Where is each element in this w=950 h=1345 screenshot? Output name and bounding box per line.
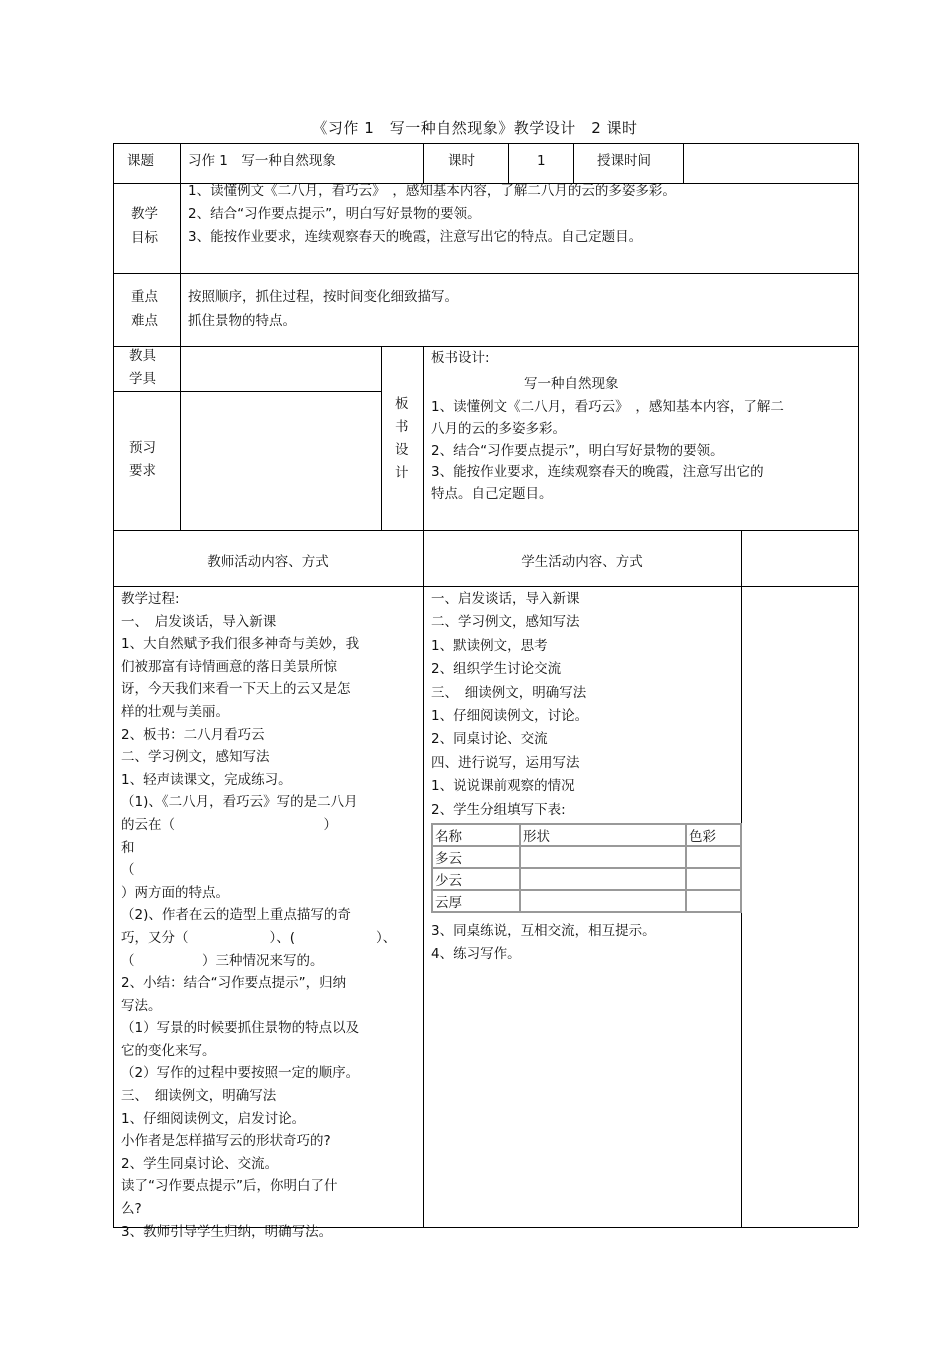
student-line: 4、练习写作。 (431, 946, 521, 963)
row-divider-5 (113, 586, 858, 587)
teacher-line: 写法。 (121, 997, 162, 1014)
table-cell: 多云 (432, 846, 520, 868)
teacher-line: 么? (121, 1201, 142, 1218)
student-line: 2、同桌讨论、交流 (431, 731, 548, 748)
teacher-line: （2）写作的过程中要按照一定的顺序。 (121, 1065, 360, 1082)
student-line: 3、同桌练说，互相交流，相互提示。 (431, 923, 656, 939)
teacher-line: 1、仔细阅读例文，启发讨论。 (121, 1110, 306, 1127)
student-line: 2、学生分组填写下表: (431, 801, 566, 818)
student-line: 1、仔细阅读例文，讨论。 (431, 708, 589, 725)
student-line: 一、启发谈话，导入新课 (431, 591, 580, 607)
teacher-line: （2)、作者在云的造型上重点描写的奇 (121, 907, 351, 924)
col-divider-period-value (508, 143, 509, 183)
tools-label-2: 学具 (129, 371, 156, 387)
board-label-2: 书 (395, 419, 409, 435)
key-label-1: 重点 (131, 289, 158, 305)
teacher-line: 小作者是怎样描写云的形状奇巧的? (121, 1133, 331, 1150)
goals-line-1: 1、读懂例文《二八月，看巧云》 ，感知基本内容，了解二八月的云的多姿多彩。 (188, 183, 676, 199)
teacher-line: 讶，今天我们来看一下天上的云又是怎 (121, 681, 351, 698)
teacher-line: 二、学习例文，感知写法 (121, 749, 270, 766)
table-row (432, 846, 741, 868)
observation-table (431, 823, 742, 913)
table-border-left (113, 143, 114, 1227)
board-label-3: 设 (395, 442, 409, 458)
teacher-activity (121, 588, 396, 1243)
student-activity-bottom (431, 920, 656, 967)
teacher-line: 3、教师引导学生归纳，明确写法。 (121, 1223, 333, 1240)
table-cell (520, 846, 686, 868)
table-header-shape: 形状 (520, 824, 686, 846)
col-divider-time-value (683, 143, 684, 183)
key-line-2: 抓住景物的特点。 (188, 313, 296, 329)
teacher-line: 和 (121, 839, 135, 856)
goals-label-2: 目标 (131, 230, 158, 246)
time-label: 授课时间 (597, 153, 651, 169)
board-line-1: 1、读懂例文《二八月，看巧云》 ，感知基本内容，了解二 (431, 399, 784, 415)
goals-label-1: 教学 (131, 206, 158, 222)
table-cell (686, 890, 741, 912)
student-activity (431, 588, 588, 822)
col-divider-board-right (423, 346, 424, 1227)
row-divider-2 (113, 273, 858, 274)
teacher-header: 教师活动内容、方式 (207, 554, 329, 570)
col-divider-period (423, 143, 424, 183)
table-row (432, 824, 741, 846)
teacher-line: 2、板书：二八月看巧云 (121, 726, 265, 743)
table-border-right (858, 143, 859, 1227)
table-cell (520, 868, 686, 890)
table-cell (520, 890, 686, 912)
teacher-line: ）两方面的特点。 (121, 884, 229, 901)
board-heading: 板书设计: (431, 350, 490, 366)
teacher-line: 的云在（ ） (121, 816, 337, 833)
teacher-line: 1、轻声读课文，完成练习。 (121, 771, 292, 788)
key-line-1: 按照顺序，抓住过程，按时间变化细致描写。 (188, 289, 458, 305)
preview-label-1: 预习 (129, 440, 156, 456)
col-divider-label (180, 143, 181, 530)
board-label-1: 板 (395, 396, 409, 412)
period-value: 1 (537, 153, 546, 169)
student-line: 1、默读例文，思考 (431, 637, 548, 654)
teacher-line: 教学过程: (121, 591, 180, 607)
teacher-line: 样的壮观与美丽。 (121, 703, 229, 720)
table-row (432, 890, 741, 912)
student-line: 2、组织学生讨论交流 (431, 661, 562, 678)
teacher-line: （1）写景的时候要抓住景物的特点以及 (121, 1020, 360, 1037)
board-line-5: 特点。自己定题目。 (431, 486, 553, 502)
teacher-line: 2、小结：结合“习作要点提示”，归纳 (121, 975, 347, 992)
teacher-line: （1)、《二八月，看巧云》写的是二八月 (121, 794, 358, 811)
preview-label-2: 要求 (129, 463, 156, 479)
table-cell (686, 846, 741, 868)
student-line: 四、进行说写，运用写法 (431, 754, 580, 771)
tools-label-1: 教具 (129, 348, 156, 364)
table-header-name: 名称 (432, 824, 520, 846)
table-cell: 云厚 (432, 890, 520, 912)
teacher-line: 们被那富有诗情画意的落日美景所惊 (121, 658, 337, 675)
table-header-color: 色彩 (686, 824, 741, 846)
subject-label: 课题 (127, 153, 154, 169)
board-line-4: 3、能按作业要求，连续观察春天的晚霞，注意写出它的 (431, 464, 764, 480)
key-label-2: 难点 (131, 313, 158, 329)
table-border-top (113, 143, 858, 144)
row-divider-4 (113, 530, 858, 531)
table-cell (686, 868, 741, 890)
teacher-line: （ (121, 862, 135, 879)
teacher-line: 三、 细读例文，明确写法 (121, 1088, 277, 1105)
table-cell: 少云 (432, 868, 520, 890)
col-divider-board-left (381, 346, 382, 530)
teacher-line: 1、大自然赋予我们很多神奇与美妙，我 (121, 636, 360, 653)
row-divider-tools (113, 391, 381, 392)
board-line-2: 八月的云的多姿多彩。 (431, 421, 566, 437)
student-line: 三、 细读例文，明确写法 (431, 684, 587, 701)
period-label: 课时 (448, 153, 475, 169)
teacher-line: 一、 启发谈话，导入新课 (121, 613, 277, 630)
student-line: 1、说说课前观察的情况 (431, 778, 575, 795)
goals-line-2: 2、结合“习作要点提示”，明白写好景物的要领。 (188, 206, 481, 222)
student-header: 学生活动内容、方式 (521, 554, 643, 570)
goals-line-3: 3、能按作业要求，连续观察春天的晚霞，注意写出它的特点。自己定题目。 (188, 229, 643, 245)
subject-value: 习作 1 写一种自然现象 (188, 153, 336, 169)
board-label-4: 计 (395, 465, 409, 481)
teacher-line: 它的变化来写。 (121, 1042, 216, 1059)
board-subtitle: 写一种自然现象 (524, 376, 619, 392)
board-line-3: 2、结合“习作要点提示”，明白写好景物的要领。 (431, 443, 724, 459)
col-divider-time (573, 143, 574, 183)
student-line: 二、学习例文，感知写法 (431, 614, 580, 631)
teacher-line: （ ）三种情况来写的。 (121, 952, 324, 969)
teacher-line: 巧，又分（ ）、( ）、 (121, 929, 397, 946)
teacher-line: 2、学生同桌讨论、交流。 (121, 1155, 279, 1172)
teacher-line: 读了“习作要点提示”后，你明白了什 (121, 1178, 338, 1195)
page-title: 《习作 1 写一种自然现象》教学设计 2 课时 (312, 119, 638, 137)
table-row (432, 868, 741, 890)
